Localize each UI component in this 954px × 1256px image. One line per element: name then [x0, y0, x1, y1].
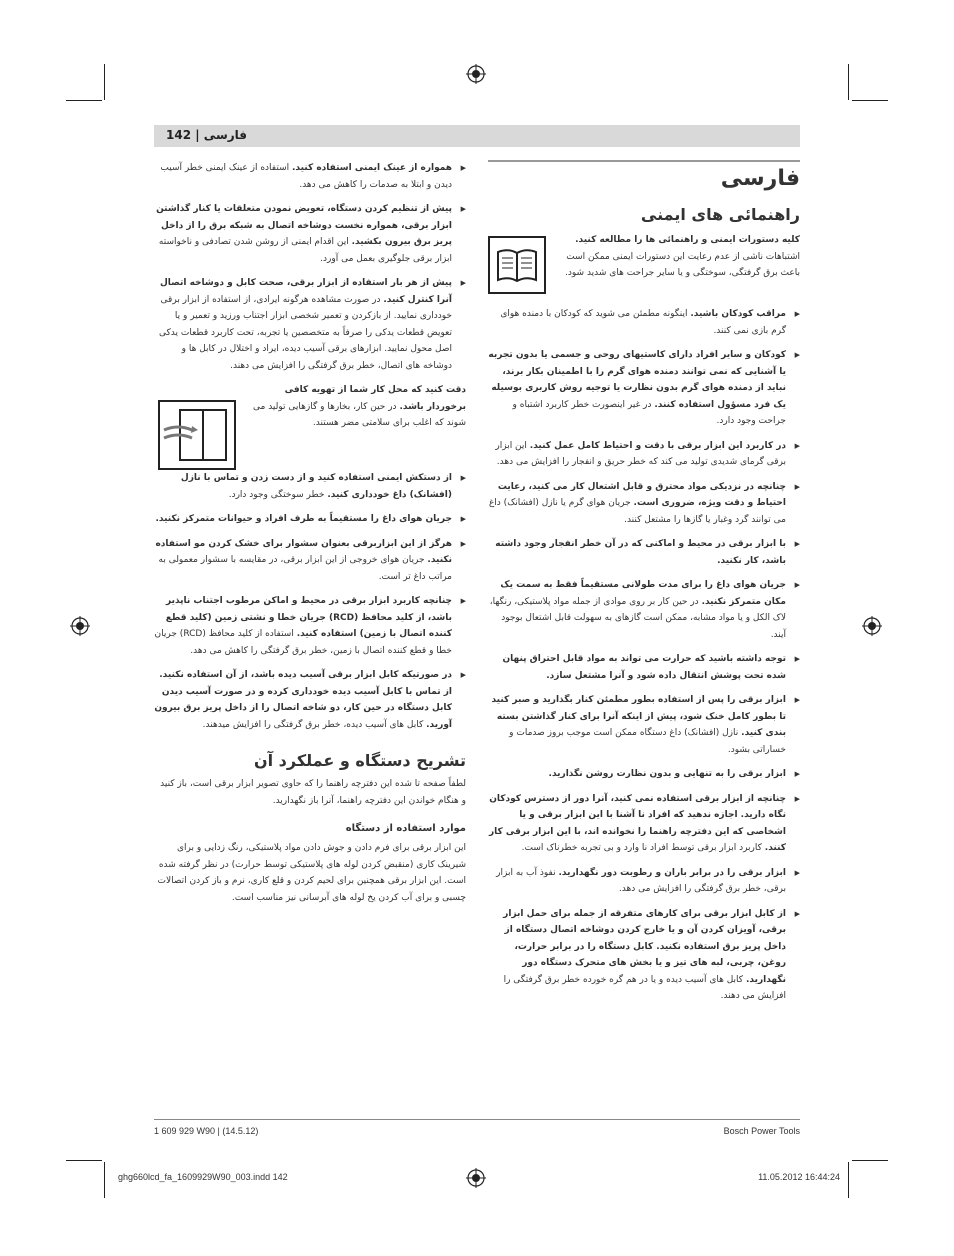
list-item: [154, 536, 466, 586]
list-item-bold: پیش از تنظیم کردن دستگاه، تعویض نمودن متعلقات یا کنار گذاشتن ابزار برقی، همواره نخست دوشاخه اتصال به شبکه برق را از داخل پریز برق بیرون بکشید.: [156, 204, 452, 247]
page-header: [154, 125, 800, 147]
list-item-bold: با ابزار برقی در محیط و اماکنی که در آن خطر انفجار وجود داشته باشد، کار نکنید.: [495, 539, 786, 566]
registration-mark-icon: [862, 616, 882, 636]
safety-list-left-a: [154, 160, 466, 374]
safety-list-left-b: [154, 470, 466, 733]
print-datetime: 11.05.2012 16:44:24: [758, 1172, 840, 1182]
list-item: [488, 479, 800, 529]
list-item-text: نازل (افشانک) داغ دستگاه ممکن است موجب بروز صدمات و خساراتی بشود.: [509, 728, 786, 755]
crop-mark: [848, 64, 849, 100]
ventilation-block: [154, 382, 466, 462]
list-item: [488, 536, 800, 569]
list-item: [488, 766, 800, 783]
list-item-bold: چنانچه در نزدیکی مواد محترق و قابل اشتعال کار می کنید، رعایت احتیاط و دقت ویژه، ضروری است.: [497, 481, 786, 508]
list-item-bold: چنانچه از ابزار برقی استفاده نمی کنید، آنرا دور از دسترس کودکان نگاه دارید. اجازه ندهید که افراد نا آشنا با این ابزار برقی و یا اشخاصی که این دفترچه راهنما را نخوانده اند، با این ابزار برقی کار کنند.: [488, 793, 786, 853]
footer-rule: [154, 1119, 800, 1120]
list-item: [154, 201, 466, 267]
page-title: فارسی: [720, 166, 800, 191]
registration-mark-icon: [466, 64, 486, 84]
safety-heading: راهنمائی های ایمنی: [640, 205, 800, 224]
list-item-bold: ابزار برقی را در برابر باران و رطوبت دور نگهدارید.: [558, 867, 786, 878]
list-item-bold: چنانچه کاربرد ابزار برقی در محیط و اماکن مرطوب اجتناب ناپذیر باشد، از کلید محافظ (RCD) جریان خطا و نشتی زمین (کلید قطع کننده اتصال با زمین) استفاده کنید.: [165, 596, 452, 639]
list-item-bold: پیش از هر بار استفاده از ابزار برقی، صحت کابل و دوشاخه اتصال آنرا کنترل کنید.: [159, 278, 452, 305]
crop-mark: [66, 1160, 102, 1161]
file-name: ghg660lcd_fa_1609929W90_003.indd 142: [118, 1172, 288, 1182]
list-item-bold: جریان هوای داغ را مستقیماً به طرف افراد و حیوانات متمرکز نکنید.: [155, 514, 452, 524]
list-item-bold: ابزار برقی را پس از استفاده بطور مطمئن کنار بگذارید و صبر کنید تا بطور کامل خنک شود، پیش از اینکه آنرا برای کنار گذاشتن بسته بندی کنید.: [491, 695, 786, 738]
registration-mark-icon: [70, 616, 90, 636]
list-item-bold: ابزار برقی را به تنهایی و بدون نظارت روشن نگذارید.: [548, 769, 786, 779]
intended-use-text: این ابزار برقی برای فرم دادن و جوش دادن مواد پلاستیکی، رنگ زدایی و برای شیرینک کاری (منقبض کردن لوله های پلاستیکی توسط حرارت) در نظر گرفته شده است. این ابزار برقی همچنین برای لحیم کردن و قلع کاری، نرم و باز کردن اتصالات چسبی و برای آب کردن یخ لوله های آبرسانی نیز مناسب است.: [157, 843, 466, 903]
list-item: [154, 275, 466, 374]
list-item-bold: در کاربرد این ابزار برقی با دقت و احتیاط کامل عمل کنید.: [529, 440, 786, 451]
list-item: [488, 347, 800, 430]
list-item-text: در غیر اینصورت خطر کاربرد اشتباه و جراحت وجود دارد.: [512, 399, 786, 426]
list-item: [154, 511, 466, 528]
safety-intro-bold: کلیه دستورات ایمنی و راهنمائی ها را مطالعه کنید.: [575, 235, 800, 245]
list-item: [488, 906, 800, 1005]
registration-mark-icon: [466, 1168, 486, 1188]
description-intro: لطفاً صفحه تا شده این دفترچه راهنما را که حاوی تصویر ابزار برقی است، باز کنید و هنگام خواندن این دفترچه راهنما، آنرا باز نگهدارید.: [160, 779, 466, 806]
list-item-text: خطر سوختگی وجود دارد.: [228, 489, 325, 500]
list-item-text: این ابزار برقی گرمای شدیدی تولید می کند که خطر حریق و انفجار را افزایش می دهد.: [495, 440, 786, 467]
crop-mark: [848, 1162, 849, 1198]
list-item-text: جریان هوای خروجی از این ابزار برقی، در مقایسه با سشوار معمولی به مراتب داغ تر است.: [158, 555, 452, 582]
title-rule: [488, 160, 800, 162]
part-number: 1 609 929 W90 | (14.5.12): [154, 1126, 259, 1136]
list-item: [488, 865, 800, 898]
brand-name: Bosch Power Tools: [723, 1126, 800, 1136]
list-item-text: نفوذ آب به ابزار برقی، خطر برق گرفتگی را افزایش می دهد.: [496, 867, 786, 894]
crop-mark: [852, 1160, 888, 1161]
list-item-bold: از دستکش ایمنی استفاده کنید و از دست زدن و تماس با نازل (افشانک) داغ خودداری کنید.: [180, 473, 452, 500]
list-item-bold: کودکان و سایر افراد دارای کاستیهای روحی و جسمی یا بدون تجربه یا آشنایی که نمی توانند دمنده هوای گرم را با اطمینان بکار برند، نباید از دمنده هوای گرم بدون نظارت یا توجیه روش کاربری بوسیله یک فرد مسؤول استفاده کنند.: [488, 350, 786, 410]
crop-mark: [66, 100, 102, 101]
list-item: [154, 667, 466, 733]
left-column: [154, 160, 466, 906]
intended-use-heading: موارد استفاده از دستگاه: [345, 823, 466, 834]
list-item-text: استفاده از کلید محافظ (RCD) جریان خطا و قطع کننده اتصال با زمین، خطر برق گرفتگی را کاهش می دهد.: [154, 629, 452, 656]
list-item-text: اینگونه مطمئن می شوید که کودکان با دمنده هوای گرم بازی نمی کنند.: [500, 309, 786, 336]
crop-mark: [104, 64, 105, 100]
manual-book-icon: [488, 236, 546, 294]
safety-intro-text: اشتباهات ناشی از عدم رعایت این دستورات ایمنی ممکن است باعث برق گرفتگی، سوختگی و یا سایر جراحت های شدید شود.: [565, 251, 800, 278]
list-item-text: کابل های آسیب دیده، خطر برق گرفتگی را افزایش میدهند.: [202, 719, 424, 730]
list-item-text: استفاده از عینک ایمنی خطر آسیب دیدن و ابتلا به صدمات را کاهش می دهد.: [160, 163, 452, 190]
list-item-bold: از کابل ابزار برقی برای کارهای متفرقه از جمله برای حمل ابزار برقی، آویزان کردن آن و یا خارج کردن دوشاخه اتصال دستگاه از داخل پریز برق استفاده نکنید. کابل دستگاه را در برابر حرارت، روغن، چربی، لبه های تیز و یا بخش های متحرک دستگاه دور نگهدارید.: [503, 908, 786, 985]
list-item-bold: در صورتیکه کابل ابزار برقی آسیب دیده باشد، از آن استفاده نکنید. از تماس با کابل آسیب دیده خودداری کرده و در صورت آسیب دیدن کابل دستگاه در حین کار، دو شاخه اتصال را از داخل پریز برق بیرون آورید.: [154, 670, 452, 730]
list-item: [488, 692, 800, 758]
list-item-bold: مراقب کودکان باشید.: [690, 309, 786, 319]
list-item: [154, 593, 466, 659]
safety-list-right: [488, 306, 800, 1005]
list-item: [488, 438, 800, 471]
list-item: [154, 470, 466, 503]
page-number-label: 142 | فارسی: [166, 128, 248, 142]
list-item-text: کابل های آسیب دیده و یا در هم گره خورده خطر برق گرفتگی را افزایش می دهند.: [503, 974, 786, 1001]
list-item-bold: هرگز از این ابزاربرقی بعنوان سشوار برای خشک کردن مو استفاده نکنید.: [155, 538, 452, 565]
right-column: [488, 160, 800, 1013]
crop-mark: [104, 1162, 105, 1198]
list-item-text: جریان هوای گرم یا نازل (افشانک) داغ می توانند گرد وغبار یا گازها را مشتعل کنند.: [488, 498, 786, 525]
list-item: [488, 651, 800, 684]
list-item-bold: همواره از عینک ایمنی استفاده کنید.: [291, 163, 452, 173]
list-item-text: در حین کار بر روی موادی از جمله مواد پلاستیکی، رنگها، لاک الکل و یا مواد مشابه، ممکن است گازهای به سهولت قابل اشتعال بوجود آیند.: [489, 596, 786, 640]
description-heading: تشریح دستگاه و عملکرد آن: [253, 751, 466, 770]
ventilation-bold: دقت کنید که محل کار شما از تهویه کافی برخوردار باشد.: [284, 385, 466, 412]
window-ventilation-icon: [158, 400, 236, 470]
list-item-bold: جریان هوای داغ را برای مدت طولانی مستقیماً فقط به سمت یک مکان متمرکز نکنید.: [500, 580, 786, 607]
list-item: [488, 791, 800, 857]
list-item-text: این اقدام ایمنی از روشن شدن تصادفی و ناخواسته ابزار برقی جلوگیری بعمل می آورد.: [158, 237, 452, 264]
list-item: [488, 306, 800, 339]
safety-intro: [488, 232, 800, 298]
list-item: [488, 577, 800, 643]
list-item-text: در صورت مشاهده هرگونه ایرادی، از استفاده از ابزار برقی خودداری نمایید. از بازکردن و تعمیر شخصی ابزار اجتناب ورزید و تعمیر و یا تعویض قطعات یدکی را صرفاً به متخصصین یا تجربه، تحت کاربرد قطعات یدکی اصل محول نمایید. ابزارهای برقی آسیب دیده، ایراد و اختلال در کابل ها و دوشاخه های اتصال، خطر برق گرفتگی را افزایش می دهند.: [159, 294, 452, 371]
list-item-bold: توجه داشته باشید که حرارت می تواند به مواد قابل احتراق پنهان شده تحت پوشش انتقال داده شود و آنرا مشتعل سازد.: [502, 654, 786, 681]
ventilation-text: در حین کار، بخارها و گازهایی تولید می شوند که اغلب برای سلامتی مضر هستند.: [253, 401, 466, 428]
crop-mark: [852, 100, 888, 101]
list-item-text: کاربرد ابزار برقی توسط افراد نا وارد و بی تجربه خطرناک است.: [521, 843, 762, 853]
list-item: [154, 160, 466, 193]
